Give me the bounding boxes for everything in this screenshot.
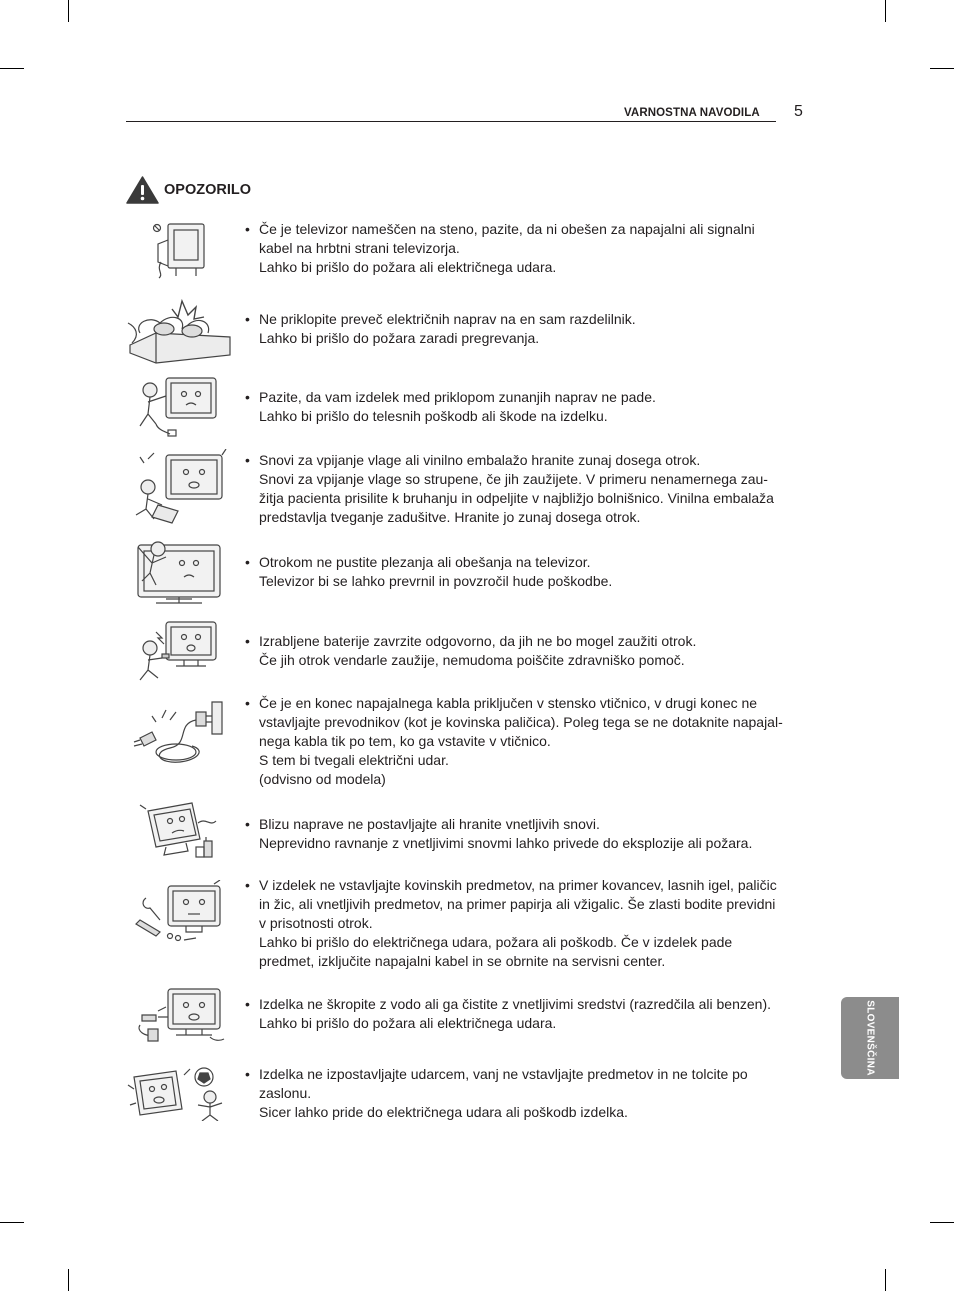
item-text: • Blizu naprave ne postavljajte ali hranite vnetljivih snovi. Neprevidno ravnanje z vnetljivimi snovmi lahko privede do eksplozije ali požara. <box>245 816 753 851</box>
crop-mark <box>930 68 954 69</box>
crop-mark <box>0 68 24 69</box>
bullet: • <box>245 695 250 711</box>
crop-mark <box>930 1222 954 1223</box>
bullet: • <box>245 311 250 327</box>
flammable-spray-illustration <box>126 801 221 863</box>
section-title: VARNOSTNA NAVODILA <box>624 107 760 119</box>
header-divider <box>126 121 776 122</box>
item-text: • Pazite, da vam izdelek med priklopom zunanjih naprav ne pade. Lahko bi prišlo do telesnih poškodb ali škode na izdelku. <box>245 389 656 424</box>
item-text: • Ne priklopite preveč električnih naprav na en sam razdelilnik. Lahko bi prišlo do požara zaradi pregrevanja. <box>245 311 636 346</box>
bullet: • <box>245 452 250 468</box>
bullet: • <box>245 633 250 649</box>
child-climbing-tv-illustration <box>126 537 231 605</box>
metal-objects-illustration <box>126 880 226 946</box>
crop-mark <box>885 0 886 22</box>
crop-mark <box>885 1269 886 1291</box>
bullet: • <box>245 221 250 237</box>
tv-falling-person-illustration <box>126 372 226 440</box>
item-text: • Izdelka ne škropite z vodo ali ga čistite z vnetljivimi sredstvi (razredčila ali benzen). Lahko bi prišlo do požara ali električnega udara. <box>245 996 771 1031</box>
bullet: • <box>245 1066 250 1082</box>
page-number: 5 <box>794 103 803 120</box>
overloaded-power-strip-illustration <box>126 293 236 365</box>
warning-label: OPOZORILO <box>164 182 251 198</box>
bullet: • <box>245 816 250 832</box>
child-packaging-illustration <box>126 449 231 524</box>
bullet: • <box>245 389 250 405</box>
warning-triangle-icon <box>126 176 159 204</box>
language-tab <box>841 997 899 1079</box>
tv-hanging-cable-illustration <box>126 220 216 280</box>
item-text: • Izrabljene baterije zavrzite odgovorno, da jih ne bo mogel zaužiti otrok. Če jih otrok vendarle zaužije, nemudoma poiščite zdravniško pomoč. <box>245 633 697 668</box>
item-text: • Izdelka ne izpostavljajte udarcem, vanj ne vstavljajte predmetov in ne tolcite po zaslonu. Sicer lahko pride do električnega udara ali poškodb izdelka. <box>245 1066 748 1120</box>
item-text: • V izdelek ne vstavljajte kovinskih predmetov, na primer kovancev, lasnih igel, paličic in žic, ali vnetljivih predmetov, na primer papirja ali vžigalic. Še zlasti bodite previdni v prisotnosti otrok. Lahko bi prišlo do električnega udara, požara ali poškodb. Če v izdelek pade predmet, izključite napajalni kabel in se obrnite na servisni center. <box>245 877 777 969</box>
bullet: • <box>245 877 250 893</box>
warning-heading <box>126 176 251 204</box>
crop-mark <box>68 1269 69 1291</box>
bullet: • <box>245 996 250 1012</box>
language-tab-label: SLOVENŠČINA <box>864 1000 876 1076</box>
crop-mark <box>0 1222 24 1223</box>
item-text: • Otrokom ne pustite plezanja ali obešanja na televizor. Televizor bi se lahko prevrnil in povzročil hude poškodbe. <box>245 554 613 589</box>
water-spray-illustration <box>126 985 226 1045</box>
item-text: • Snovi za vpijanje vlage ali vinilno embalažo hranite zunaj dosega otrok. Snovi za vpijanje vlage so strupene, če jih zaužijete. V primeru nenamernega zau- žitja pacienta prisilite k bruhanju in odpeljite v najbližjo bolnišnico. Vinilna embalaža predstavlja tveganje zadušitve. Hranite jo zunaj dosega otrok. <box>245 452 774 525</box>
item-text: • Če je televizor nameščen na steno, pazite, da ni obešen za napajalni ali signalni kabel na hrbtni strani televizorja. Lahko bi prišlo do požara ali električnega udara. <box>245 221 755 275</box>
power-cable-plug-illustration <box>126 698 226 768</box>
bullet: • <box>245 554 250 570</box>
child-battery-illustration <box>126 618 221 686</box>
item-text: • Če je en konec napajalnega kabla priključen v stensko vtičnico, v drugi konec ne vstavljajte prevodnikov (kot je kovinska paličica). Poleg tega se ne dotaknite napajal- nega kabla tik po tem, ko ga vstavite v vtičnico. S tem bi tvegali električni udar. (odvisno od modela) <box>245 695 783 787</box>
crop-mark <box>68 0 69 22</box>
ball-impact-illustration <box>126 1065 231 1121</box>
